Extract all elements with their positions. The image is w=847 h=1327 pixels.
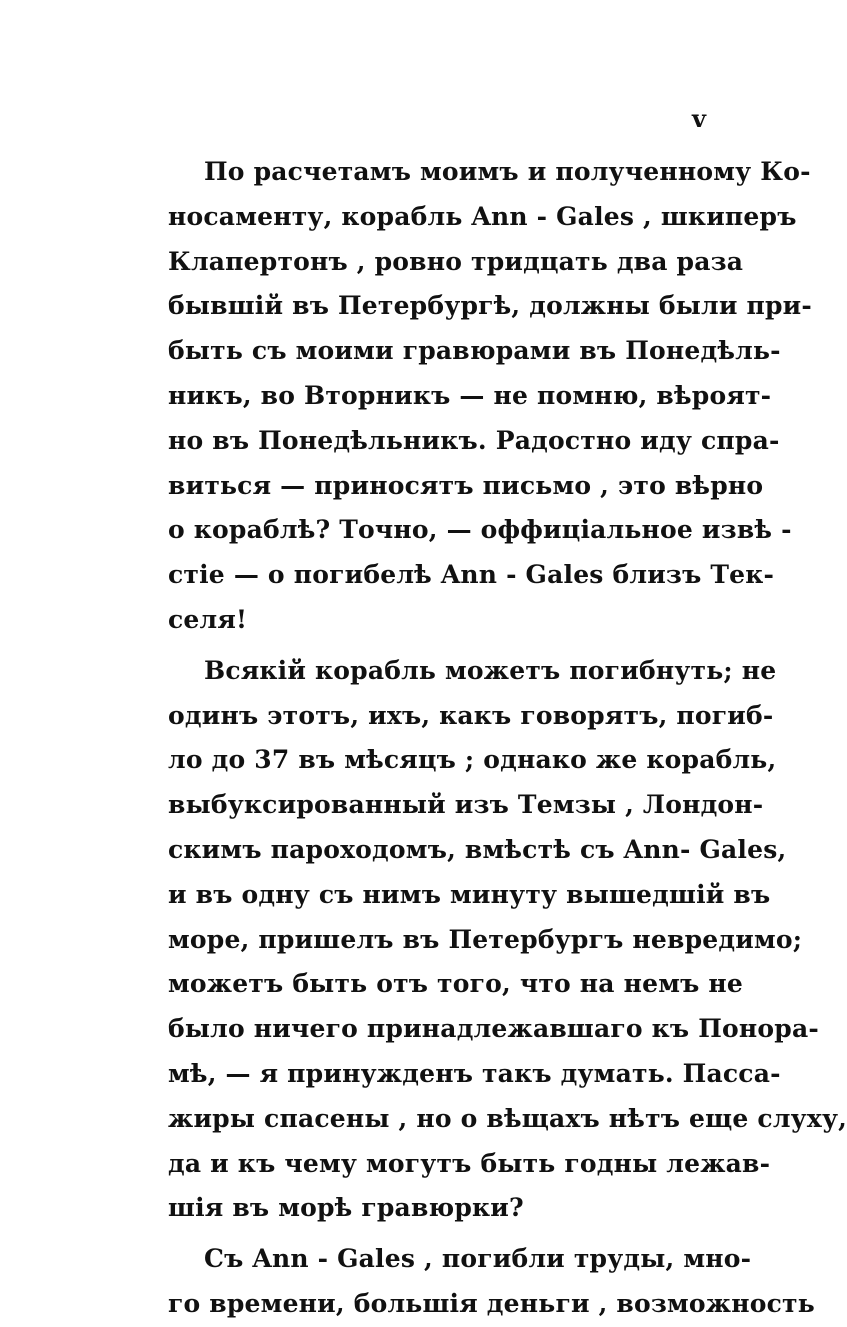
paragraph-2	[168, 649, 847, 1231]
text-line: жиры спасены , но о вѣщахъ нѣтъ еще слуху,	[168, 1103, 847, 1133]
text-line: бывшій въ Петербургѣ, должны были при-	[168, 291, 813, 321]
text-line: Всякій корабль можетъ погибнуть; не	[204, 655, 777, 685]
text-line: и въ одну съ нимъ минуту вышедшій въ	[168, 879, 771, 909]
text-line: мѣ, — я принужденъ такъ думать. Пасса-	[168, 1058, 781, 1088]
text-line: скимъ пароходомъ, вмѣстѣ съ Ann- Gales,	[168, 834, 787, 864]
text-line: выбуксированный изъ Темзы , Лондон-	[168, 790, 764, 820]
paragraph-1	[168, 150, 813, 643]
text-line: никъ, во Вторникъ — не помню, вѣроят-	[168, 380, 772, 410]
text-line: но въ Понедѣльникъ. Радостно иду спра-	[168, 425, 780, 455]
text-line: было ничего принадлежавшаго къ Понора-	[168, 1014, 819, 1044]
text-line: ло до 37 въ мѣсяцъ ; однако же корабль,	[168, 745, 777, 775]
text-line: море, пришелъ въ Петербургъ невредимо;	[168, 924, 803, 954]
text-line: го времени, большія деньги , возможность	[168, 1288, 815, 1318]
text-line: По расчетамъ моимъ и полученному Ко-	[204, 157, 811, 186]
text-line: стіе — о погибелѣ Ann - Gales близъ Тек-	[168, 560, 775, 590]
paragraph-3	[168, 1237, 815, 1327]
text-line: быть съ моими гравюрами въ Понедѣль-	[168, 336, 781, 366]
text-line: Клапертонъ , ровно тридцать два раза	[168, 246, 744, 276]
text-line: да и къ чему могутъ быть годны лежав-	[168, 1148, 771, 1178]
text-line: виться — приносятъ письмо , это вѣрно	[168, 470, 764, 500]
text-line: можетъ быть отъ того, что на немъ не	[168, 969, 743, 999]
text-line: о кораблѣ? Точно, — оффиціальное извѣ -	[168, 515, 792, 545]
text-line: носаменту, корабль Ann - Gales , шкиперъ	[168, 201, 797, 231]
page-number: v	[692, 104, 706, 133]
body-text	[168, 150, 847, 1327]
text-line: Съ Ann - Gales , погибли труды, мно-	[204, 1244, 752, 1274]
text-line: селя!	[168, 604, 248, 634]
text-line: одинъ этотъ, ихъ, какъ говорятъ, погиб-	[168, 700, 774, 730]
text-line: шія въ морѣ гравюрки?	[168, 1193, 524, 1223]
